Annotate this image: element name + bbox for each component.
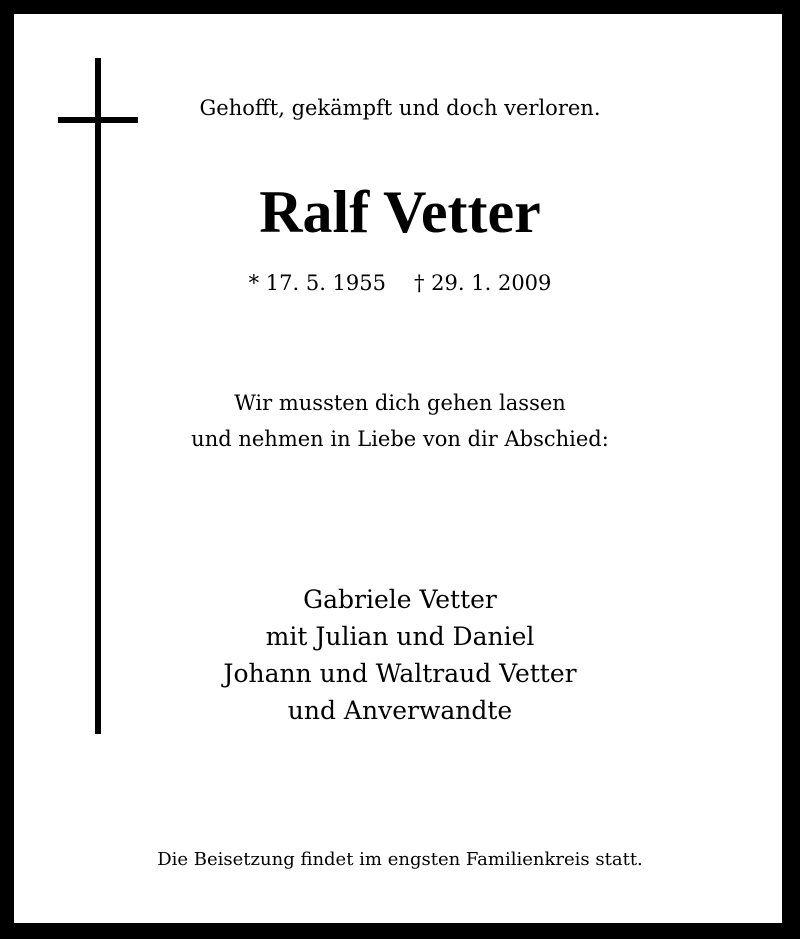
- mourner-line: und Anverwandte: [287, 696, 513, 725]
- farewell-line: und nehmen in Liebe von dir Abschied:: [191, 427, 609, 451]
- mourner-line: Johann und Waltraud Vetter: [223, 659, 577, 688]
- funeral-note: Die Beisetzung findet im engsten Familienkreis statt.: [157, 849, 643, 870]
- death-date: † 29. 1. 2009: [414, 271, 552, 295]
- farewell-line: Wir mussten dich gehen lassen: [234, 391, 566, 415]
- life-dates: [0, 271, 800, 295]
- birth-date: * 17. 5. 1955: [248, 271, 386, 295]
- mourner-line: mit Julian und Daniel: [265, 622, 535, 651]
- deceased-name: Ralf Vetter: [259, 179, 541, 245]
- motto: Gehofft, gekämpft und doch verloren.: [199, 96, 601, 120]
- mourner-line: Gabriele Vetter: [303, 585, 497, 614]
